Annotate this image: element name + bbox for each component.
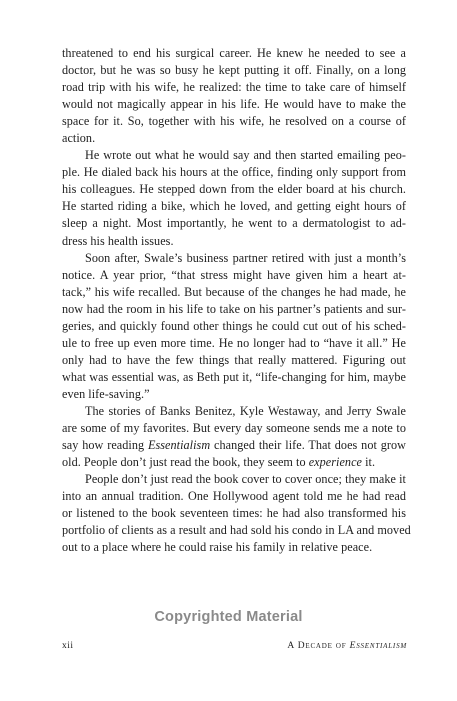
- text-line: notice. A year prior, “that stress might have given him a heart at-: [62, 267, 406, 282]
- page-number: xii: [62, 641, 74, 651]
- text-line: his colleagues. He stepped down from the elder board at his church.: [62, 182, 406, 197]
- running-head: [287, 641, 407, 651]
- body-text: [62, 45, 411, 556]
- text-line: He started riding a bike, which he loved, and getting eight hours of: [62, 199, 406, 214]
- text-line: only had to have the few things that really mattered. Figuring out: [62, 352, 406, 367]
- text-line: tack,” his wife recalled. But because of the changes he had made, he: [62, 284, 406, 299]
- running-head-title: Essentialism: [349, 641, 407, 651]
- paragraph: [62, 45, 406, 147]
- text-line: Soon after, Swale’s business partner retired with just a month’s: [85, 250, 406, 265]
- text-line: what was essential was, as Beth put it, “life-changing for him, maybe: [62, 369, 406, 384]
- paragraph: [62, 250, 406, 403]
- text-line: doctor, but he was so busy he kept putting it off. Finally, on a long: [62, 63, 406, 78]
- text-line: are some of my favorites. But every day someone sends me a note to: [62, 421, 406, 436]
- running-head-prefix: A Decade of: [287, 641, 350, 651]
- paragraph: [62, 147, 406, 249]
- copyright-watermark: Copyrighted Material: [154, 609, 303, 625]
- text-line: would not magically appear in his life. He would have to make the: [62, 97, 406, 112]
- text-line: even life-saving.”: [62, 386, 150, 401]
- text-line: now had the room in his life to take on his partner’s patients and sur-: [62, 301, 406, 316]
- text-line: sleep a night. Most importantly, he went to a dermatologist to ad-: [62, 216, 406, 231]
- text-line: portfolio of clients as a result and had sold his condo in LA and moved: [62, 523, 411, 538]
- text-line: ple. He dialed back his hours at the office, finding only support from: [62, 165, 406, 180]
- text-line: He wrote out what he would say and then started emailing peo-: [85, 148, 406, 163]
- text-line: or listened to the book seventeen times: he had also transformed his: [62, 506, 406, 521]
- text-line: The stories of Banks Benitez, Kyle Westaway, and Jerry Swale: [85, 403, 406, 418]
- text-line: say how reading Essentialism changed their life. That does not grow: [62, 438, 406, 453]
- text-line: into an annual tradition. One Hollywood agent told me he had read: [62, 489, 406, 504]
- text-line: out to a place where he could raise his family in relative peace.: [62, 540, 373, 555]
- text-line: space for it. So, together with his wife, he resolved on a course of: [62, 114, 406, 129]
- text-line: road trip with his wife, he realized: the time to take care of himself: [62, 80, 406, 95]
- text-line: ule to free up even more time. He no longer had to “have it all.” He: [62, 335, 406, 350]
- text-line: action.: [62, 131, 96, 146]
- paragraph: [62, 403, 406, 471]
- paragraph: [62, 471, 411, 556]
- text-line: geries, and quickly found other things he could cut out of his sched-: [62, 318, 406, 333]
- text-line: old. People don’t just read the book, they seem to experience it.: [62, 455, 376, 470]
- text-line: dress his health issues.: [62, 233, 174, 248]
- text-line: People don’t just read the book cover to cover once; they make it: [85, 472, 406, 487]
- text-line: threatened to end his surgical career. He knew he needed to see a: [62, 46, 406, 60]
